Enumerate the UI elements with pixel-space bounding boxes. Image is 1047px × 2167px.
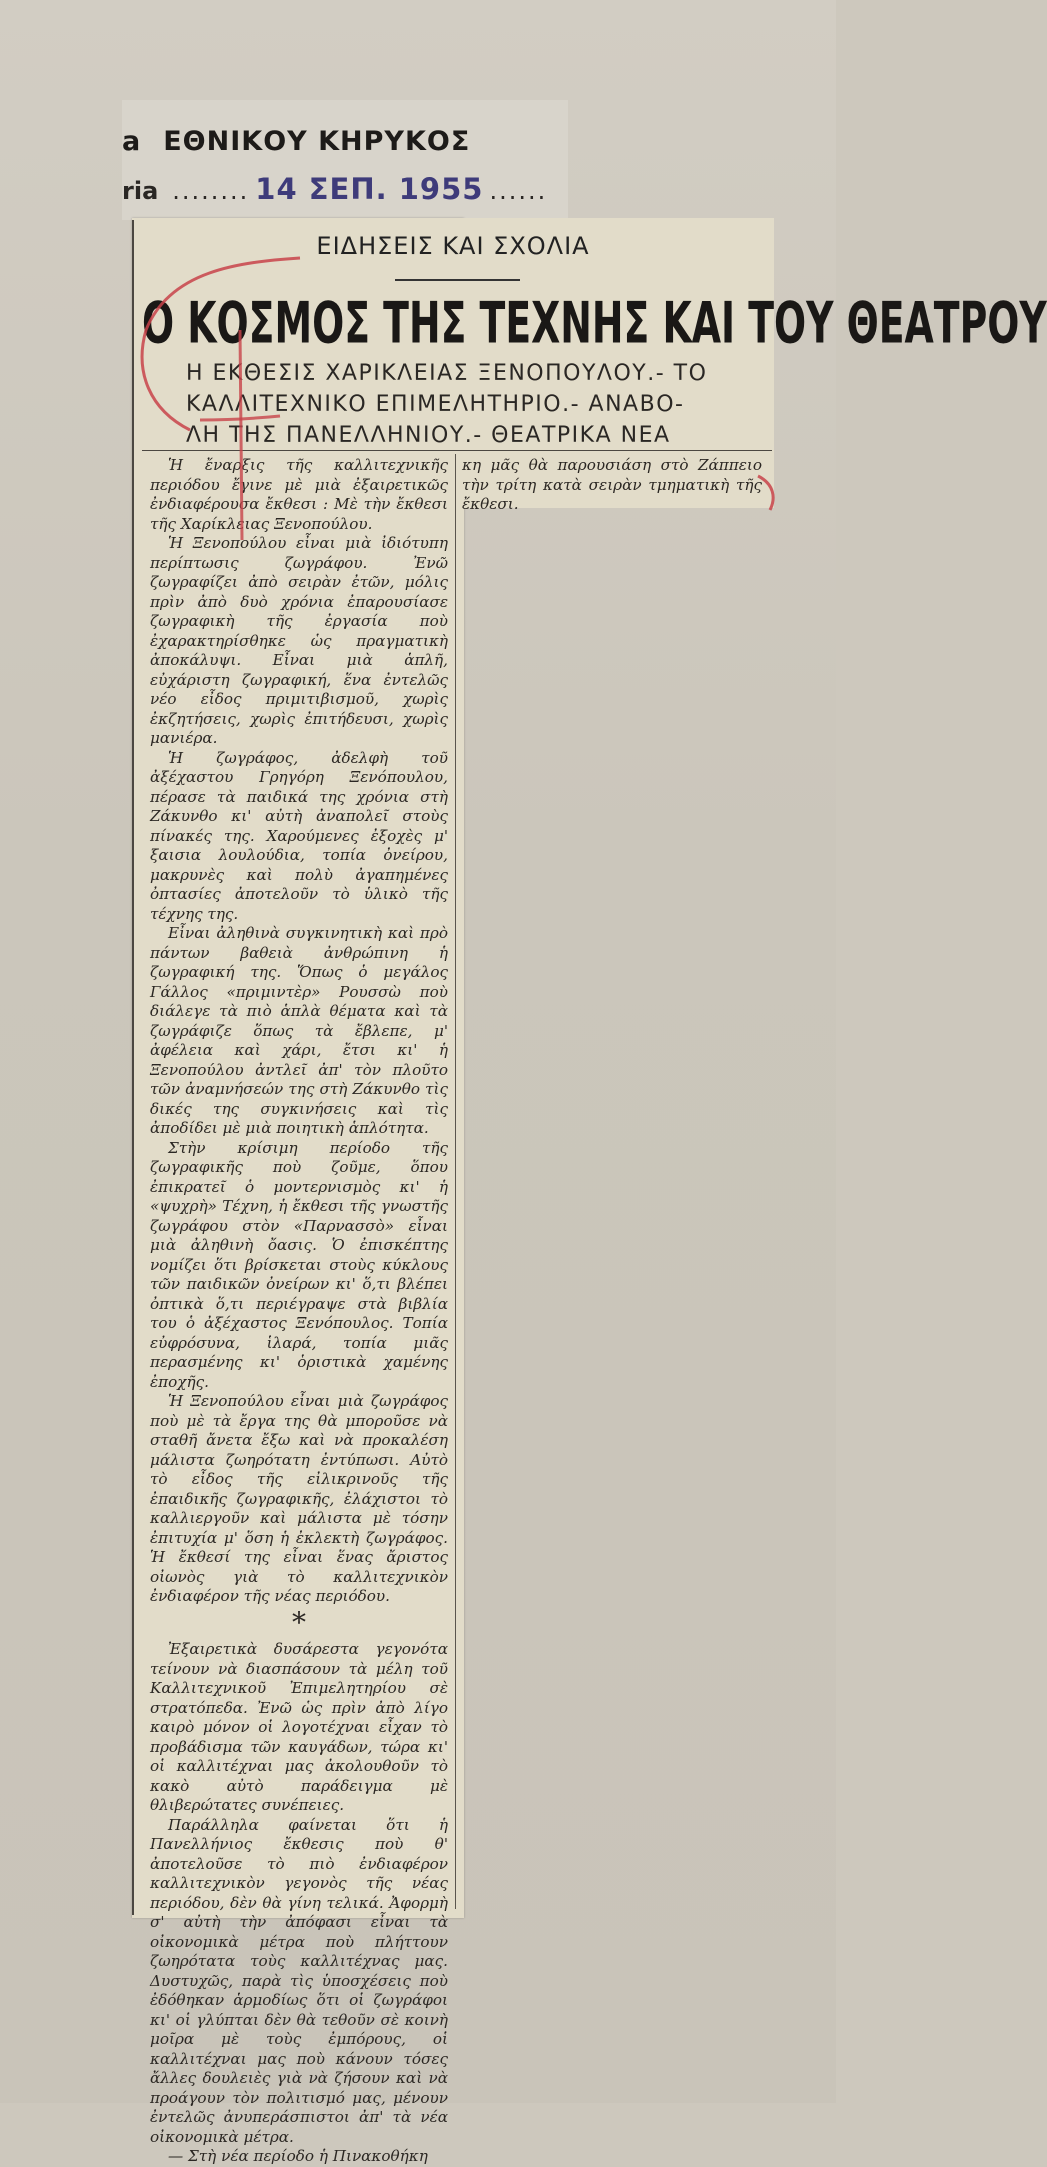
section-heading: ΕΙΔΗΣΕΙΣ ΚΑΙ ΣΧΟΛΙΑ — [316, 232, 590, 260]
paragraph: Στὴν κρίσιμη περίοδο τῆς ζωγραφικῆς ποὺ ζοῦμε, ὅπου ἐπικρατεῖ ὁ μοντερνισμὸς κι' ἡ «ψυχρὴ» Τέχνη, ἡ ἔκθεσι τῆς γνωστῆς ζωγράφου στὸν «Παρνασσὸ» εἶναι μιὰ ἀληθινὴ ὄασις. Ὁ ἐπισκέπτης νομίζει ὅτι βρίσκεται στοὺς κύκλους τῶν παιδικῶν ὀνείρων κι' ὅ,τι βλέπει ὀπτικὰ ὅ,τι περιέγραψε στὰ βιβλία του ὁ ἀξέχαστος Ξενόπουλος. Τοπία εὐφρόσυνα, ἱλαρά, τοπία μιᾶς περασμένης κι' ὁριστικὰ χαμένης ἐποχῆς. — [150, 1138, 448, 1391]
section-rule — [395, 279, 520, 281]
paragraph: — Στὴ νέα περίοδο ἡ Πινακοθήκη — [168, 2147, 428, 2165]
subhead-line: ΛΗ ΤΗΣ ΠΑΝΕΛΛΗΝΙΟΥ.- ΘΕΑΤΡΙΚΑ ΝΕΑ — [186, 423, 671, 448]
paragraph: Ἡ ἔναρξις τῆς καλλιτεχνικῆς περιόδου ἔγινε μὲ μιὰ ἐξαιρετικῶς ἐνδιαφέρουσα ἔκθεσι : Μὲ τὴν ἔκθεσι τῆς Χαρίκλειας Ξενοπούλου. — [150, 456, 448, 533]
article-subheading — [186, 358, 746, 451]
article-headline: Ο ΚΟΣΜΟΣ ΤΗΣ ΤΕΧΝΗΣ ΚΑΙ ΤΟΥ ΘΕΑΤΡΟΥ — [142, 290, 1047, 357]
clipping-edge-rule — [132, 220, 134, 1915]
paragraph: Ἡ Ξενοπούλου εἶναι μιὰ ἰδιότυπη περίπτωσις ζωγράφου. Ἐνῶ ζωγραφίζει ἀπὸ σειρὰν ἐτῶν, μόλις πρὶν ἀπὸ δυὸ χρόνια ἐπαρουσίασε ζωγραφικὴ τῆς ἐργασία ποὺ ἐχαρακτηρίσθηκε ὡς πραγματικὴ ἀποκάλυψι. Εἶναι μιὰ ἁπλῆ, εὐχάριστη ζωγραφική, ἕνα ἐντελῶς νέο εἶδος πριμιτιβισμοῦ, χωρὶς ἐκζητήσεις, χωρὶς ἐπιτήδευσι, χωρὶς μανιέρα. — [150, 534, 448, 747]
publication-date — [122, 172, 547, 206]
article-column-left — [150, 456, 448, 2167]
date-dots-left: ........ — [172, 177, 250, 205]
subhead-rule — [142, 450, 772, 451]
publication-name — [122, 126, 470, 157]
date-stamp: 14 ΣΕΠ. 1955 — [255, 172, 484, 206]
paragraph: Ἐξαιρετικὰ δυσάρεστα γεγονότα τείνουν νὰ διασπάσουν τὰ μέλη τοῦ Καλλιτεχνικοῦ Ἐπιμελητηρίου σὲ στρατόπεδα. Ἐνῶ ὡς πρὶν ἀπὸ λίγο καιρὸ μόνον οἱ λογοτέχναι εἶχαν τὸ προβάδισμα τῶν καυγάδων, τώρα κι' οἱ καλλιτέχναι μας ἀκολουθοῦν τὸ κακὸ αὐτὸ παράδειγμα μὲ θλιβερώτατες συνέπειες. — [150, 1640, 448, 1814]
column-divider — [455, 454, 456, 1909]
paragraph: Παράλληλα φαίνεται ὅτι ἡ Πανελλήνιος ἔκθεσις ποὺ θ' ἀποτελοῦσε τὸ πιὸ ἐνδιαφέρον καλλιτεχνικὸν γεγονὸς τῆς νέας περιόδου, δὲν θὰ γίνη τελικά. Ἀφορμὴ σ' αὐτὴ τὴν ἀπόφασι εἶναι τὰ οἰκονομικὰ μέτρα ποὺ πλήττουν ζωηρότατα τοὺς καλλιτέχνας μας. Δυστυχῶς, παρὰ τὶς ὑποσχέσεις ποὺ ἐδόθηκαν ἁρμοδίως ὅτι οἱ ζωγράφοι κι' οἱ γλύπται δὲν θὰ τεθοῦν σὲ κοινὴ μοῖρα μὲ τοὺς ἐμπόρους, οἱ καλλιτέχναι μας ποὺ κάνουν τόσες ἄλλες δουλειὲς γιὰ νὰ ζήσουν καὶ νὰ προάγουν τὸν πολιτισμό μας, μένουν ἐντελῶς ἀνυπεράσπιστοι ἀπ' τὰ νέα οἰκονομικὰ μέτρα. — [150, 1815, 448, 2146]
date-dots-right: ...... — [489, 177, 548, 205]
subhead-line: Η ΕΚΘΕΣΙΣ ΧΑΡΙΚΛΕΙΑΣ ΞΕΝΟΠΟΥΛΟΥ.- ΤΟ — [186, 361, 708, 386]
paragraph: Ἡ ζωγράφος, ἀδελφὴ τοῦ ἀξέχαστου Γρηγόρη Ξενόπουλου, πέρασε τὰ παιδικά της χρόνια στὴ Ζάκυνθο κι' αὐτὴ ἀναπολεῖ στοὺς πίνακές της. Χαρούμενες ἐξοχὲς μ' ξαισια λουλούδια, τοπία ὀνείρου, μακρυνὲς καὶ πολὺ ἀγαπημένες ὀπτασίες ἀποτελοῦν τὸ ὑλικὸ τῆς τέχνης της. — [150, 748, 448, 923]
paragraph: κη μᾶς θὰ παρουσιάση στὸ Ζάππειο τὴν τρίτη κατὰ σειρὰν τμηματικὴ τῆς ἔκθεσι. — [462, 456, 762, 513]
article-column-right — [462, 456, 762, 515]
paragraph: Ἡ Ξενοπούλου εἶναι μιὰ ζωγράφος ποὺ μὲ τὰ ἔργα της θὰ μποροῦσε νὰ σταθῆ ἄνετα ἔξω καὶ νὰ προκαλέση μάλιστα ζωηρότατη ἐντύπωσι. Αὐτὸ τὸ εἶδος τῆς εἰλικρινοῦς τῆς ἐπαιδικῆς ζωγραφικῆς, ἐλάχιστοι τὸ καλλιεργοῦν καὶ μάλιστα μὲ τόσην ἐπιτυχία μ' ὅση ἡ ἐκλεκτὴ ζωγράφος. Ἡ ἔκθεσί της εἶναι ἕνας ἄριστος οἰωνὸς γιὰ τὸ καλλιτεχνικὸν ἐνδιαφέρον τῆς νέας περιόδου. — [150, 1392, 448, 1605]
publication-title: ΕΘΝΙΚΟΥ ΚΗΡΥΚΟΣ — [163, 126, 471, 157]
subhead-line: ΚΑΛΛΙΤΕΧΝΙΚΟ ΕΠΙΜΕΛΗΤΗΡΙΟ.- ΑΝΑΒΟ- — [186, 392, 685, 417]
asterisk-separator: * — [292, 1605, 306, 1639]
paragraph: Εἶναι ἀληθινὰ συγκινητικὴ καὶ πρὸ πάντων βαθειὰ ἀνθρώπινη ἡ ζωγραφική της. Ὅπως ὁ μεγάλος Γάλλος «πριμιντὲρ» Ρουσσὼ ποὺ διάλεγε τὰ πιὸ ἁπλὰ θέματα καὶ τὰ ζωγράφιζε ὅπως τὰ ἔβλεπε, μ' ἀφέλεια καὶ χάρι, ἔτσι κι' ἡ Ξενοπούλου ἀντλεῖ ἀπ' τὸν πλοῦτο τῶν ἀναμνήσεών της στὴ Ζάκυνθο τὶς δικές της συγκινήσεις καὶ τὶς ἀποδίδει μὲ μιὰ ποιητικὴ ἁπλότητα. — [150, 924, 448, 1137]
date-prefix: ria — [122, 177, 159, 205]
publication-prefix: a — [122, 126, 142, 157]
